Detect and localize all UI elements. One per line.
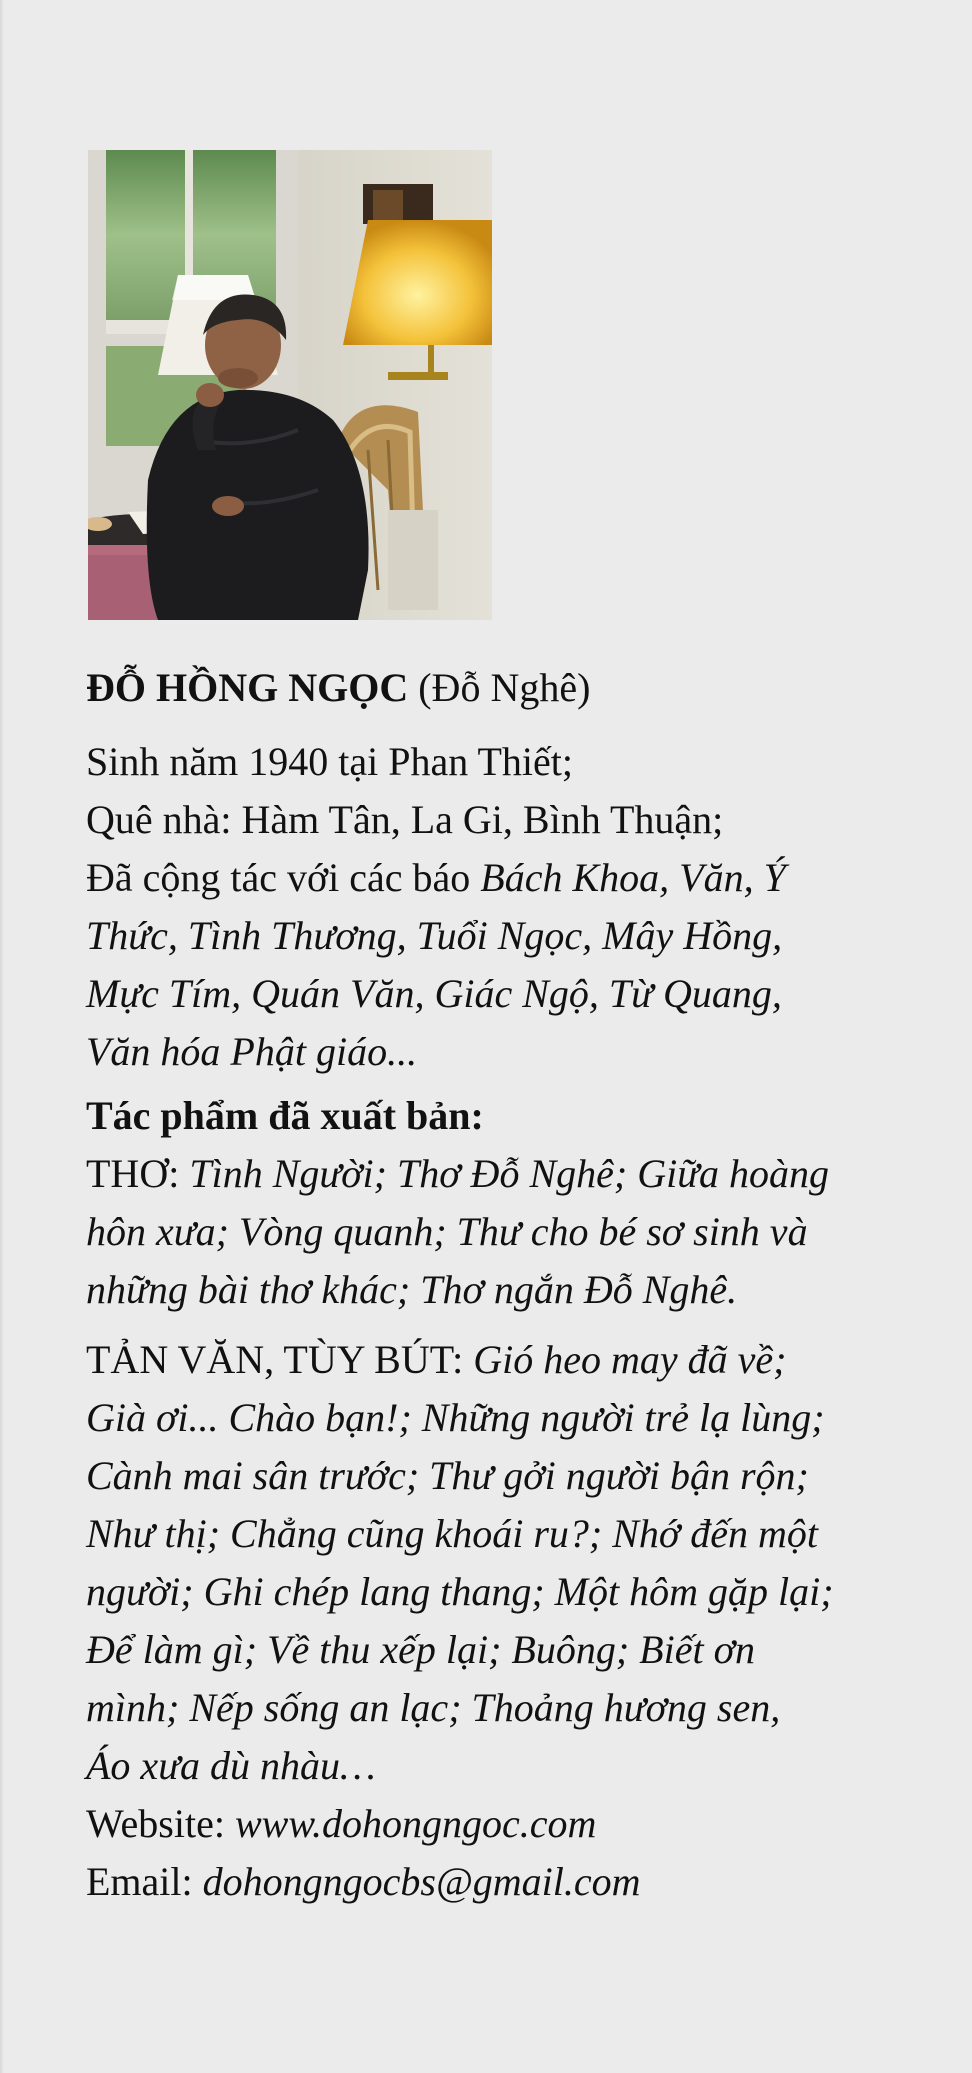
works-poetry-line bbox=[86, 1203, 886, 1261]
contact-email bbox=[86, 1853, 886, 1911]
works-prose-line bbox=[86, 1737, 886, 1795]
author-name: ĐỖ HỒNG NGỌC bbox=[86, 665, 409, 710]
works-prose-2: Già ơi... Chào bạn!; Những người trẻ lạ lùng; bbox=[86, 1395, 825, 1440]
author-bio bbox=[86, 659, 886, 1911]
bio-publications-line bbox=[86, 1023, 886, 1081]
works-prose-5: người; Ghi chép lang thang; Một hôm gặp lại; bbox=[86, 1569, 834, 1614]
bio-publications-1: Bách Khoa, Văn, Ý bbox=[480, 855, 786, 900]
contact-website bbox=[86, 1795, 886, 1853]
works-prose-line bbox=[86, 1621, 886, 1679]
bio-hometown: Quê nhà: Hàm Tân, La Gi, Bình Thuận; bbox=[86, 797, 724, 842]
works-prose-line bbox=[86, 1505, 886, 1563]
bio-contributed-prefix: Đã cộng tác với các báo bbox=[86, 855, 481, 900]
works-prose-line bbox=[86, 1679, 886, 1737]
works-poetry-label: THƠ: bbox=[86, 1151, 190, 1196]
email-link[interactable]: dohongngocbs@gmail.com bbox=[202, 1859, 641, 1904]
works-prose-line bbox=[86, 1447, 886, 1505]
website-link[interactable]: www.dohongngoc.com bbox=[234, 1801, 597, 1846]
bio-publications-4: Văn hóa Phật giáo... bbox=[86, 1029, 418, 1074]
works-prose-line bbox=[86, 1563, 886, 1621]
works-poetry bbox=[86, 1145, 886, 1203]
email-label: Email: bbox=[86, 1859, 203, 1904]
works-prose-label: TẢN VĂN, TÙY BÚT: bbox=[86, 1337, 474, 1382]
page-edge-shadow bbox=[0, 0, 4, 2073]
author-photo bbox=[88, 150, 492, 620]
works-prose-3: Cành mai sân trước; Thư gởi người bận rộn; bbox=[86, 1453, 809, 1498]
website-label: Website: bbox=[86, 1801, 235, 1846]
works-prose-8: Áo xưa dù nhàu… bbox=[86, 1743, 376, 1788]
works-poetry-3: những bài thơ khác; Thơ ngắn Đỗ Nghê. bbox=[86, 1267, 738, 1312]
bio-born: Sinh năm 1940 tại Phan Thiết; bbox=[86, 739, 574, 784]
bio-publications-2: Thức, Tình Thương, Tuổi Ngọc, Mây Hồng, bbox=[86, 913, 783, 958]
bio-publications-line bbox=[86, 907, 886, 965]
works-prose bbox=[86, 1331, 886, 1389]
works-heading: Tác phẩm đã xuất bản: bbox=[86, 1093, 484, 1138]
works-prose-6: Để làm gì; Về thu xếp lại; Buông; Biết ơn bbox=[86, 1627, 755, 1672]
bio-publications-3: Mực Tím, Quán Văn, Giác Ngộ, Từ Quang, bbox=[86, 971, 782, 1016]
works-prose-4: Như thị; Chẳng cũng khoái ru?; Nhớ đến một bbox=[86, 1511, 819, 1556]
bio-publications-line bbox=[86, 965, 886, 1023]
bio-contributed bbox=[86, 849, 886, 907]
works-prose-7: mình; Nếp sống an lạc; Thoảng hương sen, bbox=[86, 1685, 781, 1730]
works-poetry-2: hôn xưa; Vòng quanh; Thư cho bé sơ sinh và bbox=[86, 1209, 808, 1254]
works-prose-line bbox=[86, 1389, 886, 1447]
author-pen-name: (Đỗ Nghê) bbox=[418, 665, 591, 710]
works-prose-1: Gió heo may đã về; bbox=[473, 1337, 787, 1382]
works-poetry-1: Tình Người; Thơ Đỗ Nghê; Giữa hoàng bbox=[189, 1151, 830, 1196]
works-poetry-line bbox=[86, 1261, 886, 1319]
author-heading bbox=[86, 659, 886, 717]
